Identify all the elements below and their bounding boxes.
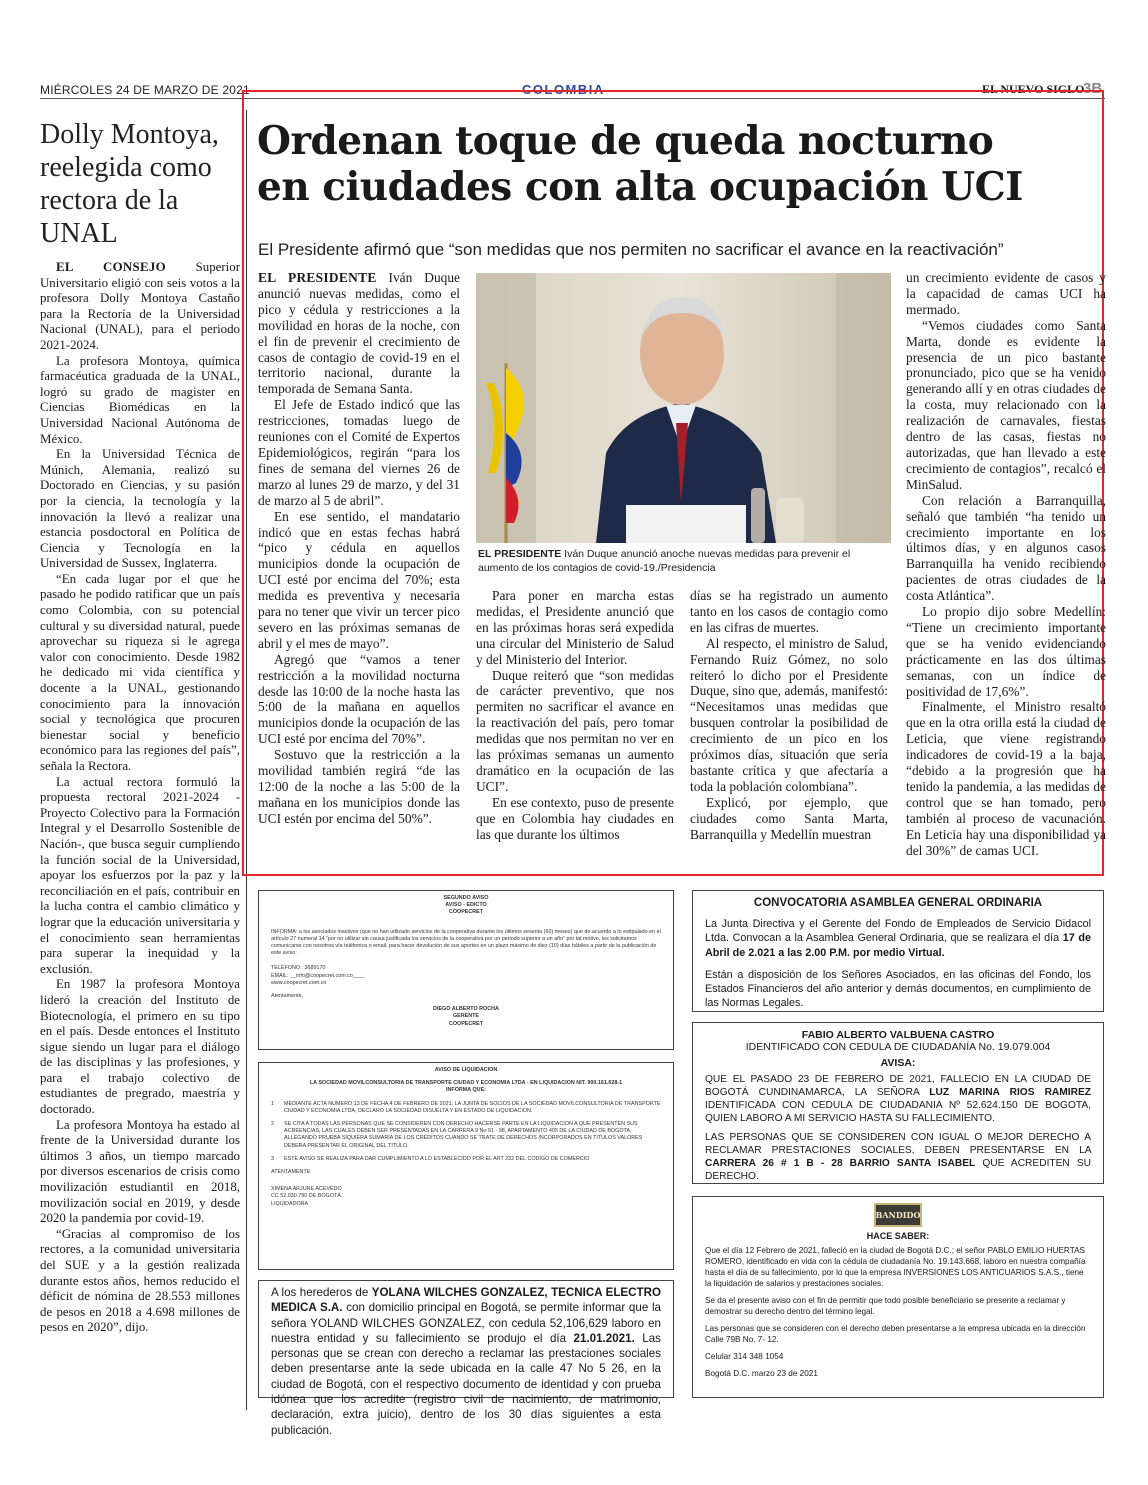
- paragraph: Al respecto, el ministro de Salud, Fernando Ruiz Gómez, no solo reiteró lo dicho por el Presidente Duque, sino que, además, manifestó: “Necesitamos unas medidas que busquen controlar la posibilidad de crecimiento de un pico en los próximos días, situación que sería bastante crítica y que afectaría a toda la población colombiana”.: [690, 635, 888, 794]
- paragraph: Duque reiteró que “son medidas de carácter preventivo, que nos permiten no sacrificar el avance en la reactivación del país, pero tomar medidas que nos permitan no ver en las próximas semanas un aumento dramático en la ocupación de las UCI”.: [476, 667, 674, 794]
- paragraph: En ese contexto, puso de presente que en Colombia hay ciudades en las que durante los últimos: [476, 794, 674, 842]
- ad-asamblea-title: CONVOCATORIA ASAMBLEA GENERAL ORDINARIA: [753, 897, 1043, 909]
- newspaper-name: EL NUEVO SIGLO: [982, 82, 1085, 96]
- paragraph: “Gracias al compromiso de los rectores, a la comunidad universitaria del SUE y a la gestión realizada durante estos años, hemos reducido el déficit de nómina de 28.553 millones de pesos en 2018 a 4.698 millones de pesos en 2020”, dijo.: [40, 1226, 240, 1335]
- paragraph: Agregó que “vamos a tener restricción a la movilidad nocturna desde las 10:00 de la noche hasta las 5:00 de la mañana en aquellos municipios donde la ocupación de las UCI esté por encima del 70%”.: [258, 651, 460, 747]
- paragraph: “Vemos ciudades como Santa Marta, donde es evidente la presencia de un pico bastante pronunciado, pico que se ha venido generando allí y en otras ciudades de la costa, muy relacionado con la realización de carnavales, fiestas dentro de las casas, fiestas no autorizadas, que han llevado a este crecimiento de contagios”, recalcó el MinSalud.: [906, 317, 1106, 492]
- paragraph: En ese sentido, el mandatario indicó que en estas fechas habrá “pico y cédula en aquellos municipios donde la ocupación de UCI esté por encima del 70%; esta medida es preventiva y necesaria para no tener que vivir un tercer pico severo en las próximas semanas de abril y el mes de mayo”.: [258, 508, 460, 651]
- page-number: 3B: [1083, 80, 1103, 97]
- paragraph: En la Universidad Técnica de Múnich, Alemania, realizó su Doctorado en Ciencias, y su pasión por la ciencia, la tecnología y la innovación la llevó a realizar una estancia posdoctoral en Política de Ciencia y Tecnología en la Universidad de Sussex, Inglaterra.: [40, 447, 240, 571]
- section-name: COLOMBIA: [522, 82, 605, 97]
- paragraph: Finalmente, el Ministro resaltó que en la otra orilla está la ciudad de Leticia, que viene registrando indicadores de covid-19 a la baja, “debido a la progresión que ha tenido la pandemia, a las medidas de control que se han tomado, pero también al proceso de vacunación. En Leticia hay una disponibilidad ya del 30%” de camas UCI.: [906, 699, 1106, 858]
- main-headline: [257, 118, 1097, 210]
- left-article-lead: EL CONSEJO: [56, 260, 166, 274]
- main-lead: EL PRESIDENTE: [258, 270, 377, 285]
- paragraph: Con relación a Barranquilla, señaló que también “ha tenido un crecimiento importante en los últimos días, y en algunos casos Barranquilla ha venido recibiendo pacientes de otras ciudades de la costa Atlántica”.: [906, 492, 1106, 604]
- paragraph: Para poner en marcha estas medidas, el Presidente anunció que en las próximas horas será expedida una circular del Ministerio de Salud y del Ministerio del Interior.: [476, 588, 674, 667]
- left-article-title: Dolly Montoya, reelegida como rectora de la UNAL: [40, 119, 219, 249]
- left-article: [40, 118, 240, 1336]
- main-col-3: [690, 588, 888, 843]
- paragraph: Sostuvo que la restricción a la movilidad también regirá “de las 12:00 de la noche a las 5:00 de la mañana en los municipios donde las UCI estén por encima del 50%”.: [258, 747, 460, 826]
- paragraph: El Jefe de Estado indicó que las restricciones, tomadas luego de reuniones con el Comité de Expertos Epidemiológicos, regirán “para los fines de semana del viernes 26 de marzo al lunes 29 de marzo, y del 31 de marzo al 5 de abril”.: [258, 397, 460, 508]
- headline-line-1: Ordenan toque de queda nocturno: [257, 118, 994, 164]
- photo-illustration: [476, 273, 891, 543]
- photo-caption: EL PRESIDENTE Iván Duque anunció anoche nuevas medidas para prevenir el aumento de los contagios de covid-19./Presidencia: [478, 548, 851, 574]
- paragraph: En 1987 la profesora Montoya lideró la creación del Instituto de Biotecnología, el primero en su tipo en el país. Desde entonces el Instituto sigue siendo un lugar para el diálogo de las disciplinas y las profesiones, y para el trabajo colectivo de estudiantes de pregrado, maestría y doctorado.: [40, 977, 240, 1117]
- ad-bandido: BANDIDO HACE SABER: Que el día 12 Febrero de 2021, falleció en la ciudad de Bogotá D.C.; el señor PABLO EMILIO HUERTAS ROMERO, identificado en vida con la cédula de ciudadanía No. 19.143.668, laboro en nuestra compañía hasta el día de su fallecimiento, por lo que la empresa INVERSIONES LOS ANTICUARIOS S.A.S., tiene la liquidación de salarios y prestaciones sociales. Se da el presente aviso con el fin de permitir que todo posible beneficiario se presente a reclamar y demostrar su derecho dentro del término legal. Las personas que se consideren con el derecho deben presentarse a la empresa ubicada en la dirección Calle 79B No. 7- 12. Celular 314 348 1054 Bogotá D.C. marzo 23 de 2021: [692, 1196, 1104, 1398]
- caption-lead: EL PRESIDENTE: [478, 548, 562, 560]
- headline-line-2: en ciudades con alta ocupación UCI: [257, 164, 1023, 210]
- ad-asamblea: CONVOCATORIA ASAMBLEA GENERAL ORDINARIA La Junta Directiva y el Gerente del Fondo de Empleados de Servicio Didacol Ltda. Convocan a la Asamblea General Ordinaria, que se realizara el día 17 de Abril de 2.021 a las 2.00 P.M. por medio Virtual. Están a disposición de los Señores Asociados, en las oficinas del Fondo, los Estados Financieros del año anterior y demás documentos, en cumplimiento de las Normas Legales.: [692, 890, 1104, 1012]
- paragraph: un crecimiento evidente de casos y la capacidad de camas UCI ha mermado.: [906, 270, 1106, 317]
- main-col-2: [476, 588, 674, 843]
- ad-valbuena: FABIO ALBERTO VALBUENA CASTRO IDENTIFICADO CON CEDULA DE CIUDADANÍA No. 19.079.004 AVISA: QUE EL PASADO 23 DE FEBRERO DE 2021, FALLECIO EN LA CIUDAD DE BOGOTÁ CUNDINAMARCA, LA SEÑORA LUZ MARINA RIOS RAMIREZ IDENTIFICADA CON CEDULA DE CIUDADANIA Nº 52.624.150 DE BOGOTA, QUIEN LABORO A MI SERVICIO HASTA SU FALLECIMIENTO. LAS PERSONAS QUE SE CONSIDEREN CON IGUAL O MEJOR DERECHO A RECLAMAR PRESTACIONES SOCIALES, DEBEN PRESENTARSE EN LA CARRERA 26 # 1 B - 28 BARRIO SANTA ISABEL QUE ACREDITEN SU DERECHO.: [692, 1022, 1104, 1184]
- ad-liquidacion: AVISO DE LIQUIDACION LA SOCIEDAD MOVILCONSULTORIA DE TRANSPORTE CIUDAD Y ECONOMIA LTDA - EN LIQUIDACION NIT. 900.161.628-1 INFORMA QUE: 1 MEDIANTE ACTA NUMERO 13 DE FECHA 4 DE FEBRERO DE 2021, LA JUNTA DE SOCIOS DE LA SOCIEDAD MOVILCONSULTORIA DE TRANSPORTE CIUDAD Y ECONOMIA LTDA, DECLARO LA SOCIEDAD DISUELTA Y EN ESTADO DE LIQUIDACION. 2 SE CITA A TODAS LAS PERSONAS QUE SE CONSIDEREN CON DERECHO HACERSE PARTE EN LA LIQUIDACION A QUE PRESENTEN SUS ACREENCIAS, LAS CUALES DEBEN SER PRESENTADAS EN LA CARRERA 9 No 91 - 98, APARTAMENTO 405 DE LA CIUDAD DE BOGOTA, ALLEGANDO PRUEBA SIQUIERA SUMARIA DE LOS CREDITOS CUANDO SE TRATE DE DERECHOS INCORPORADOS EN TITULOS VALORES DEBERA PRESENTAR EL ORIGINAL DEL TITULO. 3 ESTE AVISO SE REALIZA PARA DAR CUMPLIMIENTO A LO ESTABLECIDO POR EL ART 232 DEL CODIGO DE COMERCIO ATENTAMENTE XIMENA ARJURE ACEVEDO CC 52.030.790 DE BOGOTÁ LIQUIDADORA: [258, 1062, 674, 1270]
- main-col-1: EL PRESIDENTE Iván Duque anunció nuevas medidas, como el pico y cédula y restricciones a la movilidad en horas de la noche, con el fin de prevenir el crecimiento de casos de contagio de covid-19 en el territorio nacional, durante la temporada de Semana Santa. El Jefe de Estado indicó que las restricciones, tomadas luego de reuniones con el Comité de Expertos Epidemiológicos, regirán “para los fines de semana del viernes 26 de marzo al lunes 29 de marzo, y del 31 de marzo al 5 de abril”. En ese sentido, el mandatario indicó que en estas fechas habrá “pico y cédula en aquellos municipios donde la ocupación de UCI esté por encima del 70%; esta medida es preventiva y necesaria para no tener que vivir un tercer pico severo en las próximas semanas de abril y el mes de mayo”. Agregó que “vamos a tener restricción a la movilidad nocturna desde las 10:00 de la noche hasta las 5:00 de la mañana en aquellos municipios donde la ocupación de las UCI esté por encima del 70%”. Sostuvo que la restricción a la movilidad también regirá “de las 12:00 de la noche a las 5:00 de la mañana en los municipios donde las UCI estén por encima del 50%”.: [258, 270, 460, 826]
- president-photo: [476, 273, 891, 543]
- ad-herederos-box: A los herederos de YOLANA WILCHES GONZALEZ, TECNICA ELECTRO MEDICA S.A. con domicilio principal en Bogotá, se permite informar que la señora YOLAND WILCHES GONZALEZ, con cedula 52,106,629 laboro en nuestra entidad y su fallecimiento se produjo el día 21.01.2021. Las personas que se crean con derecho a reclamar las prestaciones sociales deben presentarse ante la sede ubicada en la calle 47 No 5 26, en la ciudad de Bogotá, con el respectivo documento de identidad y con prueba idónea que los acredite (registro civil de nacimiento, de matrimonio, declaración, extra juicio), dentro de los 30 días siguientes a esta publicación.: [258, 1280, 674, 1398]
- paragraph: “En cada lugar por el que he pasado he podido ratificar que un país como Colombia, con su potencial cultural y su diversidad natural, puede aprovechar su riqueza si le agrega valor con conocimiento. Desde 1982 he dedicado mi vida científica y docente a la UNAL, gestionando conocimiento para la innovación social y tecnológica que procuren bienestar social y beneficio económico para las regiones del país”, señala la Rectora.: [40, 571, 240, 773]
- main-subtitle: El Presidente afirmó que “son medidas que nos permiten no sacrificar el avance en la reactivación”: [258, 240, 1004, 259]
- paragraph: Lo propio dijo sobre Medellín: “Tiene un crecimiento importante que se ha venido evidenciando prácticamente en las dos últimas semanas, con un índice de positividad de 17,6%”.: [906, 604, 1106, 699]
- paragraph: La profesora Montoya, química farmacéutica graduada de la UNAL, logró su grado de magister en Ciencias Biomédicas en la Universidad Nacional Autónoma de México.: [40, 353, 240, 446]
- paragraph: Explicó, por ejemplo, que ciudades como Santa Marta, Barranquilla y Medellín muestran: [690, 794, 888, 842]
- main-col-4: [906, 270, 1106, 859]
- paragraph: La actual rectora formuló la propuesta rectoral 2021-2024 -Proyecto Colectivo para la Formación Integral y el Desarrollo Sostenible de Nación-, que busca seguir cumpliendo la función social de la Universidad, apoyar los esfuerzos por la paz y la reconciliación en el país, contribuir en la lucha contra el cambio climático y lograr que la educación universitaria y el conocimiento sean herramientas para superar la inequidad y la exclusión.: [40, 774, 240, 976]
- issue-date: MIÉRCOLES 24 DE MARZO DE 2021: [40, 83, 250, 97]
- ad-coopecret: SEGUNDO AVISO AVISO - EDICTO COOPECRET INFORMA: a los asociados inactivos (que no han utilizado servicios de la cooperativa durante los últimos sesenta (60) meses) que de acuerdo a lo estipulado en el artículo 27 numeral 14 “por no utilizar sin causa justificada los servicios de la cooperativa por un periodo superior a un año” por tal motivo, les solicitamos comunicarse con nosotros vía teléfonica o email, para hacer devolución de sus aportes en un plazo máximo de diez (10) días hábiles a partir de la publicación de este aviso: TELÉFONO : 3689170 EMAIL: __info@coopecret.com.co____ www.coopecret.com.co Atentamente, DIEGO ALBERTO ROCHA GERENTE COOPECRET: [258, 890, 674, 1050]
- left-article-body: EL CONSEJO Superior Universitario eligió con seis votos a la profesora Dolly Montoya Castaño para la Rectoría de la Universidad Nacional (UNAL), para el periodo 2021-2024. La profesora Montoya, química farmacéutica graduada de la UNAL, logró su grado de magister en Ciencias Biomédicas en la Universidad Nacional Autónoma de México. En la Universidad Técnica de Múnich, Alemania, realizó su Doctorado en Ciencias, y su pasión por la ciencia, la tecnología y la innovación la llevó a realizar una estancia posdoctoral en Política de Ciencia y Tecnología en la Universidad de Sussex, Inglaterra. “En cada lugar por el que he pasado he podido ratificar que un país como Colombia, con su potencial cultural y su diversidad natural, puede aprovechar su riqueza si le agrega valor con conocimiento. Desde 1982 he dedicado mi vida científica y docente a la UNAL, gestionando conocimiento para la innovación social y tecnológica que procuren bienestar social y beneficio económico para las regiones del país”, señala la Rectora. La actual rectora formuló la propuesta rectoral 2021-2024 -Proyecto Colectivo para la Formación Integral y el Desarrollo Sostenible de Nación-, que busca seguir cumpliendo la función social de la Universidad, apoyar los esfuerzos por la paz y la reconciliación en el país, contribuir en la lucha contra el cambio climático y lograr que la educación universitaria y el conocimiento sean herramientas para superar la inequidad y la exclusión. En 1987 la profesora Montoya lideró la creación del Instituto de Biotecnología, el primero en su tipo en el país. Desde entonces el Instituto sigue siendo un lugar para el diálogo de las disciplinas y las profesiones, y para el trabajo colectivo de estudiantes de pregrado, maestría y doctorado. La profesora Montoya ha estado al frente de la Universidad durante los últimos 3 años, un tiempo marcado por diversos escenarios de crisis como movilización estudiantil en 2018, movilización social en 2019, y desde 2020 la pandemia por covid-19. “Gracias al compromiso de los rectores, a la comunidad universitaria del SUE y a la gestión realizada durante estos años, hemos reducido el déficit de nómina de 28.553 millones de pesos en 2018 a 4.698 millones de pesos en 2020”, dijo.: [40, 260, 240, 1335]
- paragraph: días se ha registrado un aumento tanto en los casos de contagio como en las cifras de muertes.: [690, 588, 888, 635]
- paragraph: La profesora Montoya ha estado al frente de la Universidad durante los últimos 3 años, un tiempo marcado por diversos escenarios de crisis como movilización estudiantil en 2018, movilización social en 2019, y desde 2020 la pandemia por covid-19.: [40, 1117, 240, 1226]
- bandido-logo: BANDIDO: [874, 1203, 922, 1227]
